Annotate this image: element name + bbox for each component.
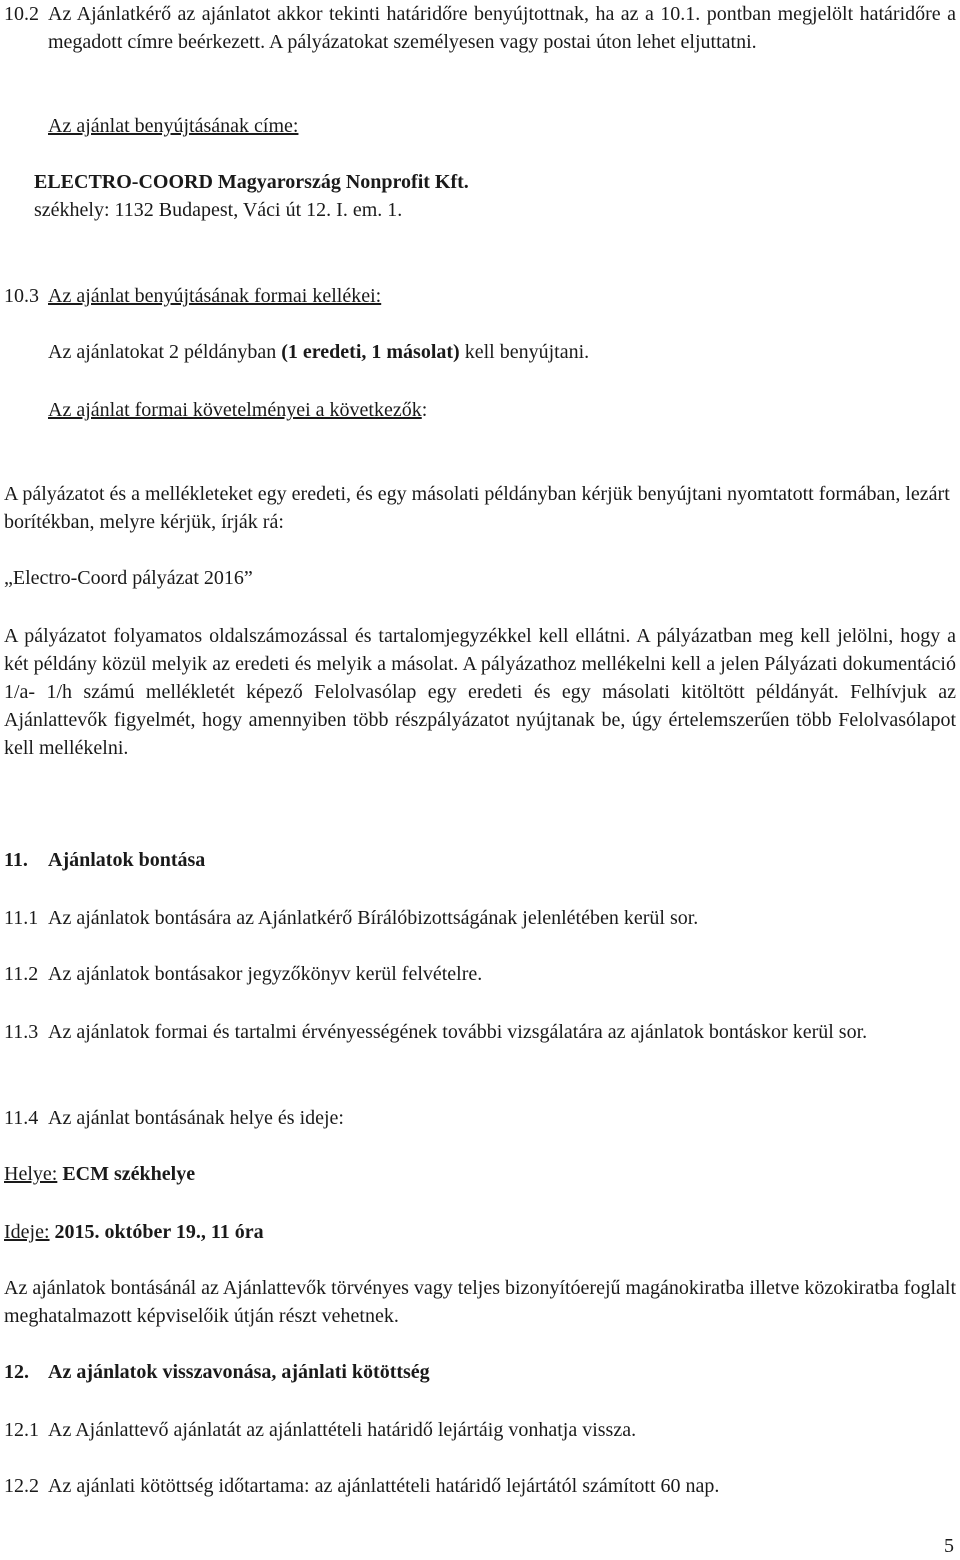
section-text: Az ajánlat bontásának helye és ideje: bbox=[48, 1107, 344, 1129]
section-12-1 bbox=[4, 1416, 956, 1444]
copies-bold: (1 eredeti, 1 másolat) bbox=[281, 341, 460, 363]
copies-line bbox=[48, 338, 956, 366]
section-text: Az ajánlatok bontására az Ajánlatkérő Bírálóbizottságának jelenlétében kerül sor. bbox=[48, 907, 699, 929]
section-number: 11.2 bbox=[4, 963, 39, 985]
section-text: Az Ajánlatkérő az ajánlatot akkor tekinti határidőre benyújtottnak, ha az a 10.1. pontban megjelölt határidőre a megadott címre beérkezett. A pályázatokat személyesen vagy postai úton lehet eljuttatni. bbox=[48, 3, 956, 53]
section-text: Az Ajánlattevő ajánlatát az ajánlattételi határidő lejártáig vonhatja vissza. bbox=[48, 1419, 637, 1441]
section-number: 11.1 bbox=[4, 907, 39, 929]
section-number: 10.2 bbox=[4, 3, 39, 25]
place-label: Helye: bbox=[4, 1163, 58, 1185]
time-value-hour: , 11 óra bbox=[200, 1221, 264, 1243]
section-number: 12.1 bbox=[4, 1419, 39, 1441]
section-text: Az ajánlatok bontásakor jegyzőkönyv kerül felvételre. bbox=[48, 963, 483, 985]
section-number: 12.2 bbox=[4, 1475, 39, 1497]
section-11-1 bbox=[4, 904, 956, 932]
address-label: Az ajánlat benyújtásának címe: bbox=[48, 115, 299, 137]
section-11-heading bbox=[4, 846, 956, 874]
requirements-colon: : bbox=[421, 399, 428, 421]
section-12-heading bbox=[4, 1358, 956, 1386]
section-text: Az ajánlati kötöttség időtartama: az ajánlattételi határidő lejártától számított 60 nap. bbox=[48, 1475, 720, 1497]
submit-paragraph: A pályázatot és a mellékleteket egy eredeti, és egy másolati példányban kérjük benyújtani nyomtatott formában, lezárt borítékban, melyre kérjük, írják rá: bbox=[4, 483, 950, 533]
section-10-2 bbox=[4, 0, 956, 56]
heading-number: 12. bbox=[4, 1361, 29, 1383]
copies-post: kell benyújtani. bbox=[459, 341, 590, 363]
place-line bbox=[4, 1160, 956, 1188]
envelope-text: „Electro-Coord pályázat 2016” bbox=[4, 567, 253, 589]
company-name: ELECTRO-COORD Magyarország Nonprofit Kft. bbox=[34, 171, 469, 193]
place-value: ECM székhelye bbox=[57, 1163, 196, 1185]
company-seat: székhely: 1132 Budapest, Váci út 12. I. em. 1. bbox=[34, 199, 403, 221]
section-number: 11.3 bbox=[4, 1021, 39, 1043]
section-number: 11.4 bbox=[4, 1107, 39, 1129]
section-12-2 bbox=[4, 1472, 956, 1500]
copies-pre: Az ajánlatokat 2 példányban bbox=[48, 341, 282, 363]
section-number: 10.3 bbox=[4, 285, 39, 307]
heading-number: 11. bbox=[4, 849, 28, 871]
requirements-label bbox=[48, 396, 956, 424]
requirements-label-text: Az ajánlat formai követelményei a következők bbox=[48, 399, 422, 421]
time-line bbox=[4, 1218, 956, 1246]
section-11-4 bbox=[4, 1104, 956, 1132]
page-number: 5 bbox=[944, 1535, 954, 1557]
section-10-3 bbox=[4, 282, 956, 310]
section-title: Az ajánlat benyújtásának formai kellékei: bbox=[48, 285, 382, 307]
pages-paragraph: A pályázatot folyamatos oldalszámozással és tartalomjegyzékkel kell ellátni. A pályázatban meg kell jelölni, hogy a két példány közül melyik az eredeti és melyik a másolat. A pályázathoz mellékelni kell a jelen Pályázati dokumentáció 1/a- 1/h számú mellékletét képező Felolvasólap egy eredeti és egy másolati kitöltött példányát. Felhívjuk az Ajánlattevők figyelmét, hogy amennyiben több részpályázatot nyújtanak be, úgy értelemszerűen több Felolvasólapot kell mellékelni. bbox=[4, 625, 956, 759]
section-text: Az ajánlatok formai és tartalmi érvényességének további vizsgálatára az ajánlatok bontáskor kerül sor. bbox=[48, 1021, 868, 1043]
time-label: Ideje: bbox=[4, 1221, 50, 1243]
attend-paragraph: Az ajánlatok bontásánál az Ajánlattevők törvényes vagy teljes bizonyítóerejű magánokiratba illetve közokiratba foglalt meghatalmazott képviselőik útján részt vehetnek. bbox=[4, 1277, 956, 1327]
section-11-3 bbox=[4, 1018, 956, 1046]
section-11-2 bbox=[4, 960, 956, 988]
heading-text: Az ajánlatok visszavonása, ajánlati kötöttség bbox=[48, 1361, 430, 1383]
time-value-date: 2015. október 19. bbox=[49, 1221, 201, 1243]
heading-text: Ajánlatok bontása bbox=[48, 849, 206, 871]
